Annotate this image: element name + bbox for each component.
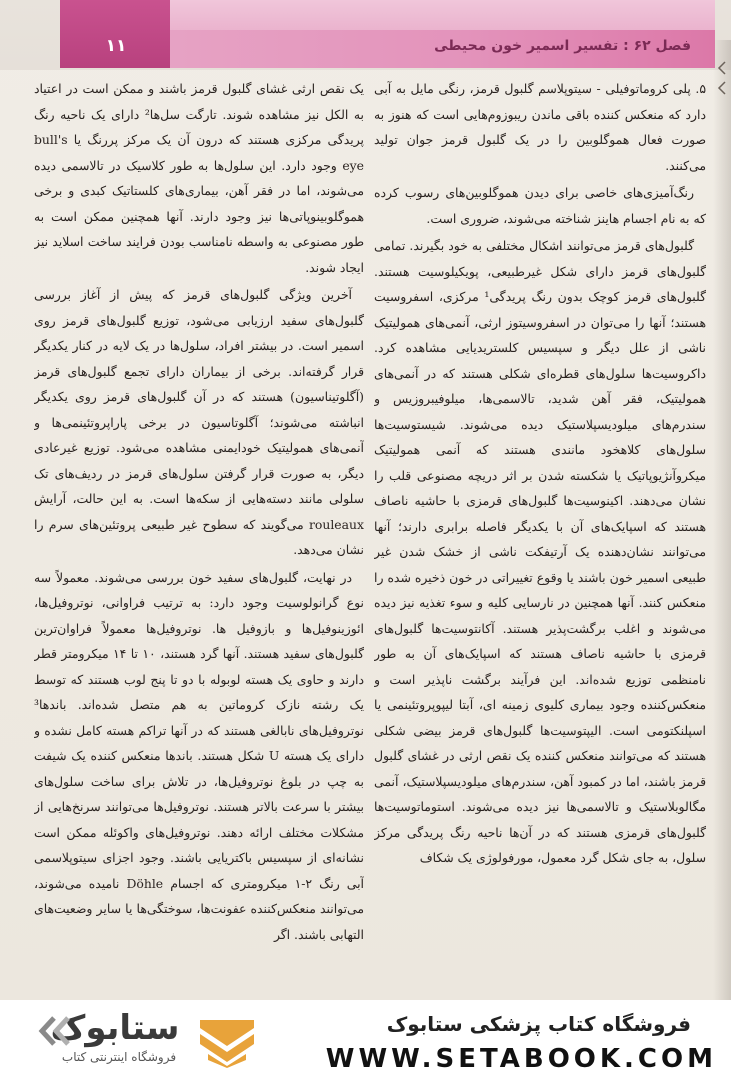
edge-arrow-icon xyxy=(715,60,729,103)
paragraph: یک نقص ارثی غشای گلبول قرمز باشند و ممکن است در اعتیاد به الکل نیز مشاهده شوند. تارگت سل‌ها² دارای یک ناحیه رنگ پریدگی مرکزی هستند که درون آن یک مرکز پررنگ یا bull's eye وجود دارد. این سلول‌ها به طور کلاسیک در تالاسمی دیده می‌شوند، اما در فقر آهن، بیماری‌های کلستاتیک کبدی و برخی هموگلوبینوپاتی‌ها نیز وجود دارند. آنها همچنین ممکن است به طور مصنوعی به واسطه نامناسب بودن فرایند ساخت اسلاید نیز ایجاد شوند. xyxy=(34,81,364,275)
shop-name: فروشگاه کتاب پزشکی ستابوک xyxy=(386,1012,691,1036)
page-edge-shadow xyxy=(713,40,731,1000)
right-column xyxy=(374,76,706,996)
logo-text: ستابوک xyxy=(50,1008,180,1048)
logo-arrows-icon xyxy=(38,1014,74,1048)
header-top-band xyxy=(155,0,715,32)
left-column xyxy=(34,76,364,996)
paragraph: ۵. پلی کروماتوفیلی - سیتوپلاسم گلبول قرمز، رنگی مایل به آبی دارد که منعکس کننده باقی ماندن ریبوزوم‌هایی است که هنوز به صورت فعال هموگلوبین را در یک گلبول قرمز جوان تولید می‌کنند. xyxy=(374,81,706,173)
paragraph: رنگ‌آمیزی‌های خاصی برای دیدن هموگلوبین‌های رسوب کرده که به نام اجسام هاینز شناخته می‌شوند، ضروری است. xyxy=(374,185,706,226)
page-number-tab xyxy=(60,0,170,68)
chapter-title: فصل ۶۲ : تفسیر اسمیر خون محیطی xyxy=(434,38,691,54)
logo-chevron-icon xyxy=(200,1020,254,1068)
paragraph: آخرین ویژگی گلبول‌های قرمز که پیش از آغاز بررسی گلبول‌های سفید ارزیابی می‌شود، توزیع گلبول‌های قرمز روی اسمیر است. در بیشتر افراد، سلول‌ها در یک لایه در کنار یکدیگر قرار گرفته‌اند. برخی از بیماران دارای تجمع گلبول‌های قرمز (آگلوتیناسیون) هستند که در آن گلبول‌های قرمز روی یکدیگر انباشته می‌شوند؛ آگلوتاسیون در برخی پاراپروتئینمی‌ها و آنمی‌های همولیتیک خودایمنی مشاهده می‌شود. توزیع غیرعادی دیگر، به صورت قرار گرفتن سلول‌های قرمز در ردیف‌های تک سلولی مانند دسته‌هایی از سکه‌ها است. به این حالت، آرایش rouleaux می‌گویند که سطوح غیر طبیعی پروتئین‌های سرم را نشان می‌دهد. xyxy=(34,287,364,557)
paragraph: در نهایت، گلبول‌های سفید خون بررسی می‌شوند. معمولاً سه نوع گرانولوسیت وجود دارد: به ترتیب فراوانی، نوتروفیل‌ها، ائوزینوفیل‌ها و بازوفیل ها. نوتروفیل‌ها معمولاً فراوان‌ترین گلبول‌های سفید هستند. آنها گرد هستند، ۱۰ تا ۱۴ میکرومتر قطر دارند و حاوی یک هسته لوبوله با دو تا پنج لوب هستند که توسط یک رشته نازک کروماتین به هم متصل شده‌اند. باندها³ نوتروفیل‌های نابالغی هستند که در آنها تراکم هسته کامل نشده و دارای یک هسته U شکل هستند. باندها منعکس کننده یک شیفت به چپ در بلوغ نوتروفیل‌ها، در تلاش برای ساخت سلول‌های بیشتر با سرعت بالاتر هستند. نوتروفیل‌ها می‌توانند سرنخ‌هایی از مشکلات مختلف ارائه دهند. نوتروفیل‌های واکوئله ممکن است نشانه‌ای از سپسیس باکتریایی باشند. وجود اجزای سیتوپلاسمی آبی رنگ ۲-۱ میکرومتری که اجسام Döhle نامیده می‌شوند، می‌توانند منعکس‌کننده عفونت‌ها، سوختگی‌ها یا سایر وضعیت‌های التهابی باشند. اگر xyxy=(34,569,364,942)
page-number: ۱۱ xyxy=(105,36,127,56)
logo-subtitle: فروشگاه اینترنتی کتاب xyxy=(61,1050,177,1064)
shop-url[interactable]: WWW.SETABOOK.COM xyxy=(325,1044,717,1074)
footer-banner xyxy=(0,1000,731,1080)
paragraph: گلبول‌های قرمز می‌توانند اشکال مختلفی به خود بگیرند. تمامی گلبول‌های قرمز دارای شکل غیرطبیعی، پویکیلوسیت هستند. گلبول‌های قرمز کوچک بدون رنگ پریدگی¹ مرکزی، اسفروسیت هستند؛ آنها را می‌توان در اسفروسیتوز ارثی، آنمی‌های همولیتیک ناشی از علل دیگر و سپسیس کلستریدیایی مشاهده کرد. داکروسیت‌ها سلول‌های قطره‌ای شکلی هستند که در آنمی‌های همولیتیک، فقر آهن شدید، تالاسمی‌ها، میلوفیبروزیس و سندرم‌های میلودیسپلاستیک دیده می‌شوند. شیستوسیت‌ها سلول‌های کلاهخود مانندی هستند که آنمی همولیتیک میکروآنژیوپاتیک یا شکسته شدن بر اثر دریچه مصنوعی قلب را نشان می‌دهند. اکینوسیت‌ها گلبول‌های قرمزی با حاشیه ناصاف هستند که اسپایک‌های آن با یکدیگر فاصله برابری دارند؛ آنها می‌توانند نشان‌دهنده یک آرتیفکت ناشی از خشک شدن غیر طبیعی اسمیر خون باشند یا وقوع تغییراتی در خون ذخیره شده را منعکس کنند. آنها همچنین در نارسایی کلیه و سوء تغذیه نیز دیده می‌شوند و اغلب برگشت‌پذیر هستند. آکانتوسیت‌ها گلبول‌های قرمزی با حاشیه ناصاف هستند که اسپایک‌های آن به طور نامنظمی توزیع شده‌اند. این فرآیند برگشت ناپذیر است و منعکس‌کننده وجود بیماری کلیوی زمینه ای، آبتا لیپوپروتئینمی یا اسپلنکتومی است. الیپتوسیت‌ها گلبول‌های قرمز بیضی شکلی هستند که می‌توانند منعکس کننده یک نقص ارثی در غشای گلبول قرمز باشند، اما در کمبود آهن، سندرم‌های میلودیسپلاستیک، آنمی مگالوبلاستیک و تالاسمی‌ها نیز دیده می‌شوند. استوماتوسیت‌ها گلبول‌های قرمزی هستند که در آن‌ها ناحیه رنگ پریدگی مرکز سلول، به جای شکل گرد معمول، مورفولوژی یک شکاف xyxy=(374,238,706,865)
